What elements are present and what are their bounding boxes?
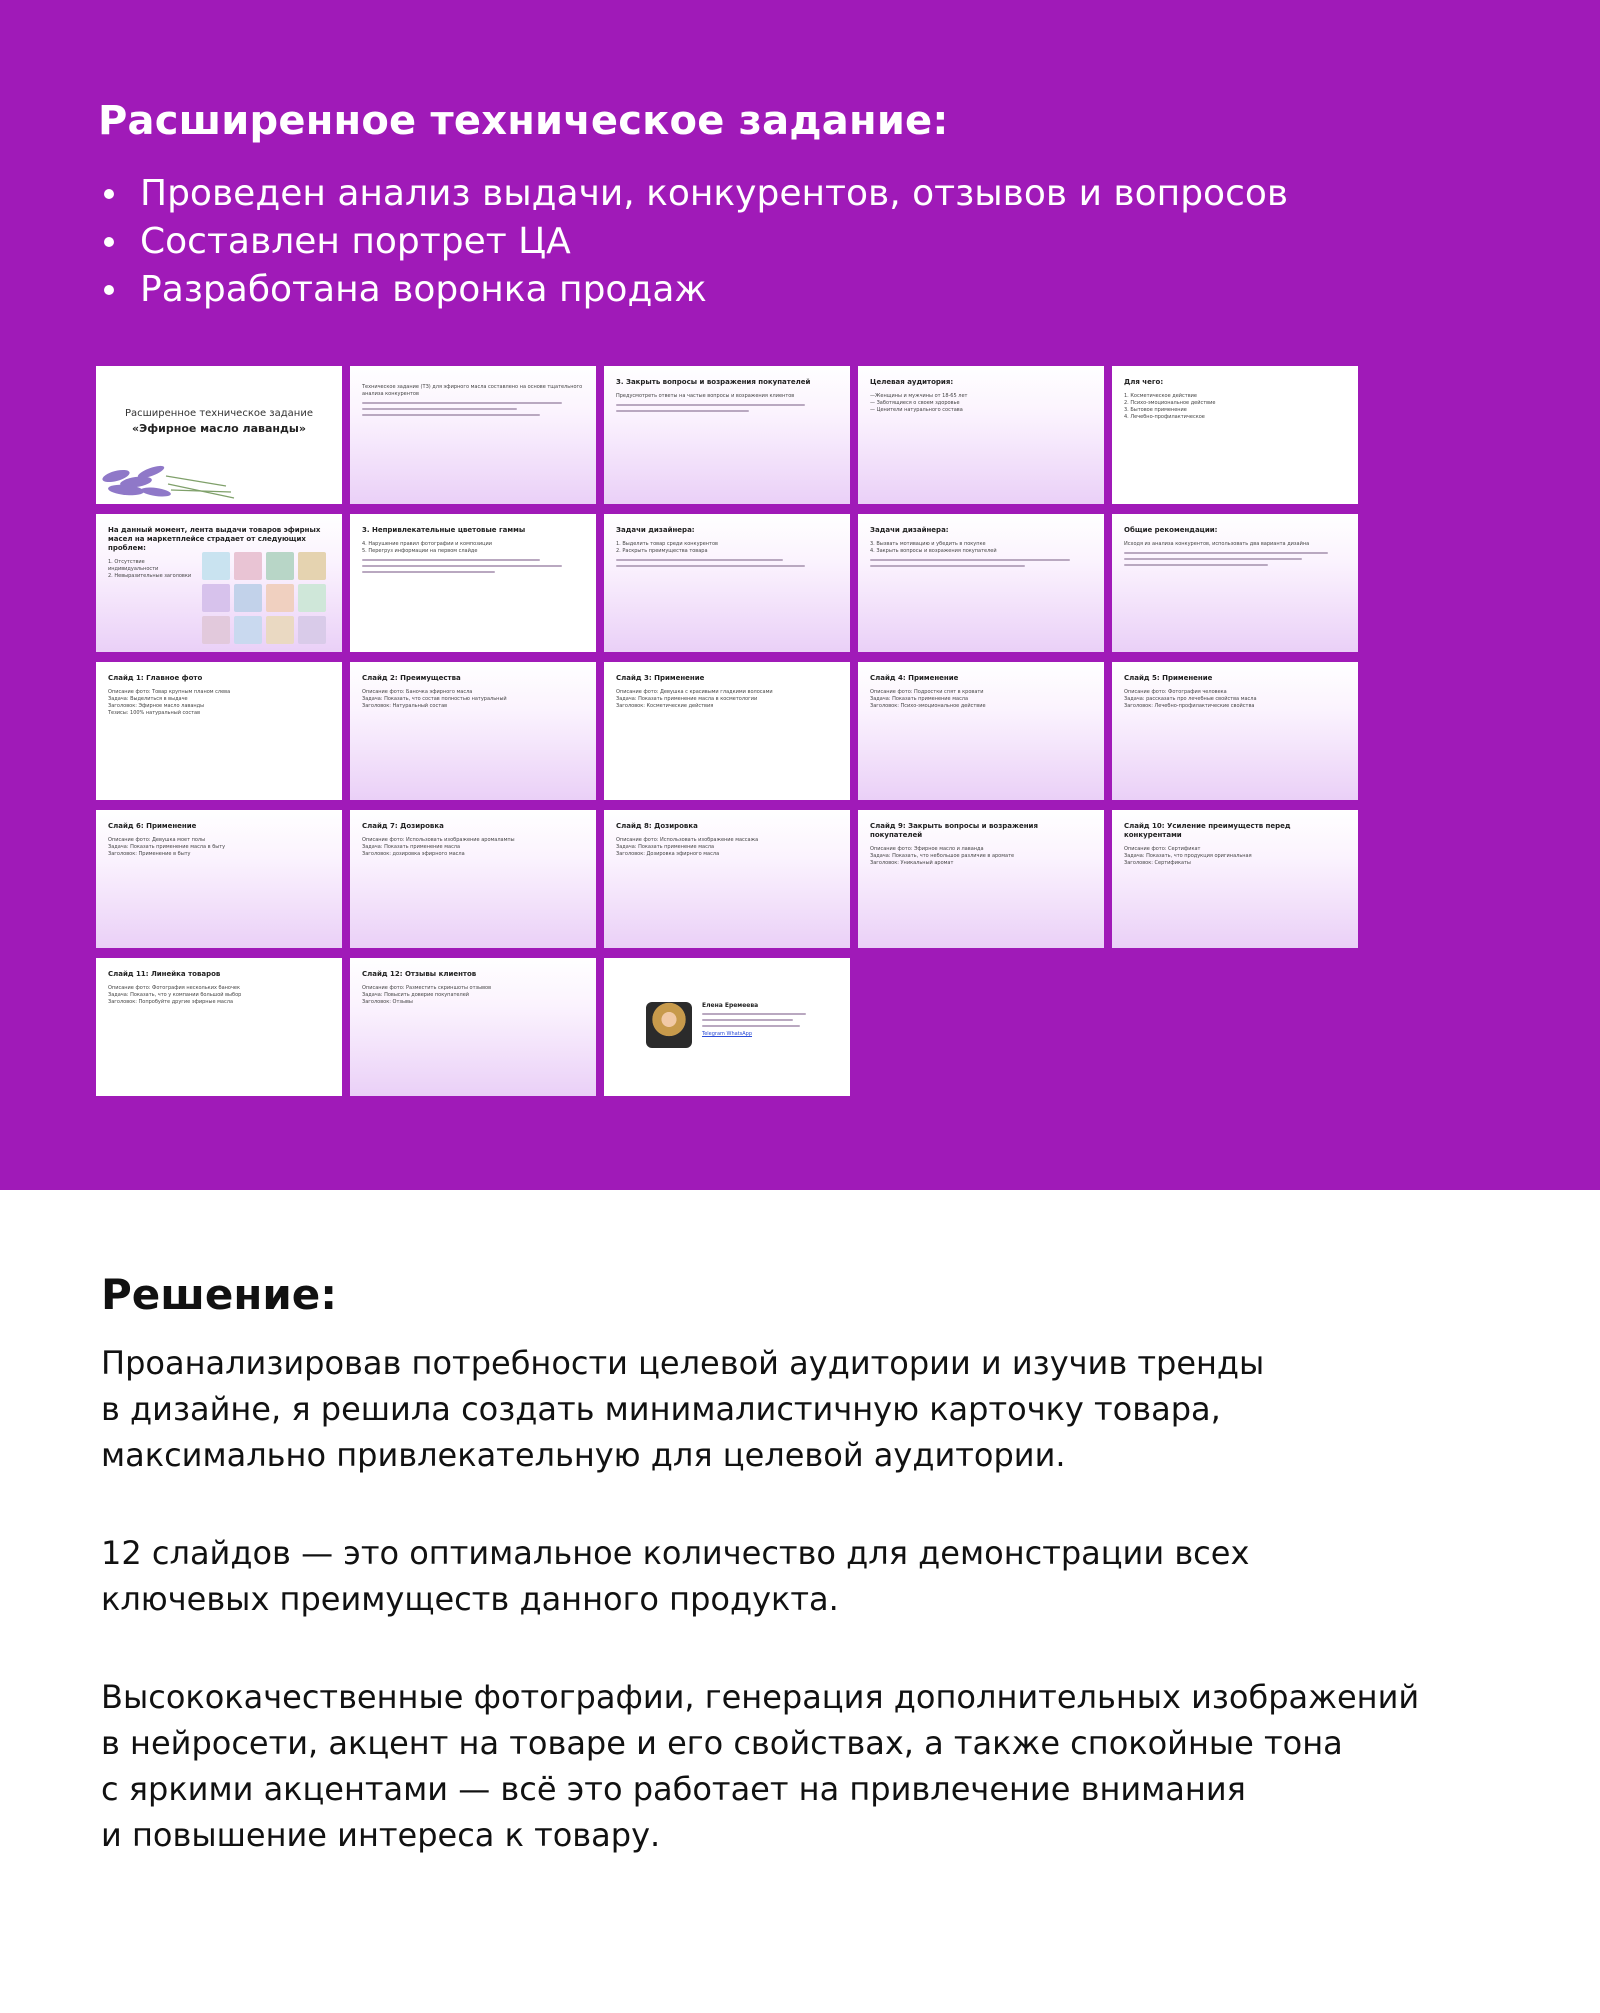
slide-thumbnail: Слайд 10: Усиление преимуществ перед конкурентами Описание фото: Сертификат Задача: Показать, что продукция оригинальная Заголовок: Сертификаты — [1112, 810, 1358, 948]
slide-thumbnail: Слайд 11: Линейка товаров Описание фото: Фотография нескольких баночек Задача: Показать, что у компании большой выбор Заголовок: Попробуйте другие эфирные масла — [96, 958, 342, 1096]
slide-thumbnail: Слайд 9: Закрыть вопросы и возражения покупателей Описание фото: Эфирное масло и лаванда Задача: Показать, что небольшое различие в аромате Заголовок: Уникальный аромат — [858, 810, 1104, 948]
solution-heading: Решение: — [101, 1270, 338, 1319]
bullet-item: Проведен анализ выдачи, конкурентов, отзывов и вопросов — [98, 170, 1288, 218]
slide-thumbnail: На данный момент, лента выдачи товаров эфирных масел на маркетплейсе страдает от следующих проблем: 1. Отсутствие индивидуальности 2. Невыразительные заголовки — [96, 514, 342, 652]
page-title: Расширенное техническое задание: — [98, 98, 949, 144]
contact-links[interactable]: Telegram WhatsApp — [702, 1031, 753, 1037]
slide-thumbnail: 3. Непривлекательные цветовые гаммы 4. Нарушение правил фотографии и композиции 5. Перегруз информации на первом слайде — [350, 514, 596, 652]
solution-paragraph: Высококачественные фотографии, генерация дополнительных изображений в нейросети, акцент на товаре и его свойствах, а также спокойные тона с яркими акцентами — всё это работает на привлечение внимания и повышение интереса к товару. — [101, 1678, 1420, 1854]
slide-thumbnail: Слайд 3: Применение Описание фото: Девушка с красивыми гладкими волосами Задача: Показать применение масла в косметологии Заголовок: Косметические действия — [604, 662, 850, 800]
avatar — [646, 1002, 692, 1048]
slide-thumbnail: Слайд 8: Дозировка Описание фото: Использовать изображение массажа Задача: Показать применение масла Заголовок: Дозировка эфирного масла — [604, 810, 850, 948]
slide-thumbnail: Слайд 7: Дозировка Описание фото: Использовать изображение аромалампы Задача: Показать применение масла Заголовок: дозировка эфирного масла — [350, 810, 596, 948]
cover-title: «Эфирное масло лаванды» — [132, 422, 306, 435]
bullet-item: Составлен портрет ЦА — [98, 218, 1288, 266]
slide-contact — [604, 958, 850, 1096]
slide-thumbnail: Общие рекомендации: Исходя из анализа конкурентов, использовать два варианта дизайна — [1112, 514, 1358, 652]
contact-name: Елена Еремеева — [702, 1002, 759, 1009]
solution-paragraph: 12 слайдов — это оптимальное количество для демонстрации всех ключевых преимуществ данного продукта. — [101, 1534, 1250, 1618]
slide-thumbnail: Слайд 5: Применение Описание фото: Фотография человека Задача: рассказать про лечебные свойства масла Заголовок: Лечебно-профилактические свойства — [1112, 662, 1358, 800]
slide-thumbnail: Задачи дизайнера: 1. Выделить товар среди конкурентов 2. Раскрыть преимущества товара — [604, 514, 850, 652]
slide-thumbnail: Для чего: 1. Косметическое действие 2. Психо-эмоциональное действие 3. Бытовое применение 4. Лечебно-профилактическое — [1112, 366, 1358, 504]
bullet-item: Разработана воронка продаж — [98, 266, 1288, 314]
solution-paragraph: Проанализировав потребности целевой аудитории и изучив тренды в дизайне, я решила создать минималистичную карточку товара, максимально привлекательную для целевой аудитории. — [101, 1344, 1265, 1474]
cover-subtitle: Расширенное техническое задание — [125, 408, 313, 419]
slide-thumbnail: Слайд 2: Преимущества Описание фото: Баночка эфирного масла Задача: Показать, что состав полностью натуральный Заголовок: Натуральный состав — [350, 662, 596, 800]
slide-thumbnail: Слайд 1: Главное фото Описание фото: Товар крупным планом слева Задача: Выделиться в выдаче Заголовок: Эфирное масло лаванды Тезисы: 100% натуральный состав — [96, 662, 342, 800]
slide-thumbnail: Слайд 12: Отзывы клиентов Описание фото: Разместить скриншоты отзывов Задача: Повысить доверие покупателей Заголовок: Отзывы — [350, 958, 596, 1096]
slide-thumbnail: Слайд 6: Применение Описание фото: Девушка моет полы Задача: Показать применение масла в быту Заголовок: Применение в быту — [96, 810, 342, 948]
product-thumbnails — [202, 552, 328, 644]
bullet-list — [98, 170, 1288, 314]
slide-thumbnail: 3. Закрыть вопросы и возражения покупателей Предусмотреть ответы на частые вопросы и возражения клиентов — [604, 366, 850, 504]
slide-thumbnail: Техническое задание (ТЗ) для эфирного масла составлено на основе тщательного анализа конкурентов — [350, 366, 596, 504]
slides-grid — [96, 366, 1366, 1100]
slide-thumbnail: Задачи дизайнера: 3. Вызвать мотивацию и убедить в покупке 4. Закрыть вопросы и возражения покупателей — [858, 514, 1104, 652]
lavender-image — [96, 446, 236, 504]
slide-cover — [96, 366, 342, 504]
slide-thumbnail: Целевая аудитория: —Женщины и мужчины от 18-65 лет — Заботящиеся о своем здоровье — Ценители натурального состава — [858, 366, 1104, 504]
slide-thumbnail: Слайд 4: Применение Описание фото: Подростки спят в кровати Задача: Показать применение масла Заголовок: Психо-эмоциональное действие — [858, 662, 1104, 800]
